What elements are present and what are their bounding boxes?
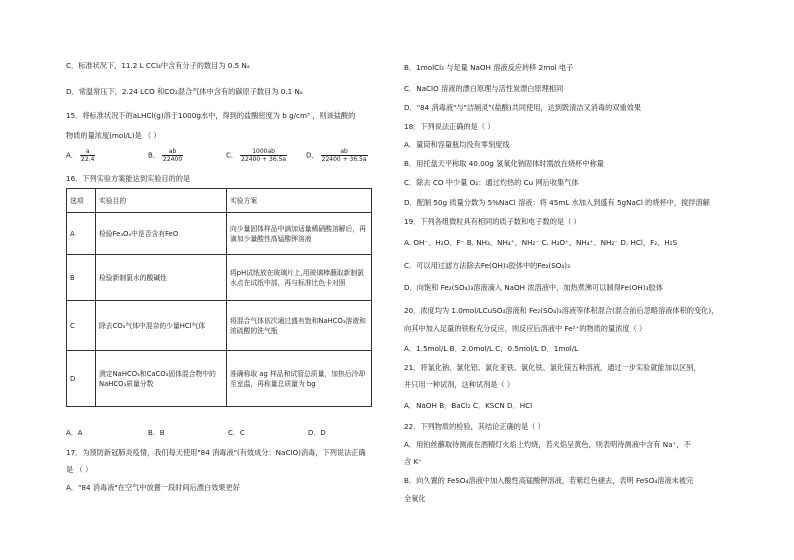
table-cell: A	[67, 213, 96, 255]
q20-options: A．1.5mol/L B．2.0mol/L C．0.5mol/L D．1mol/L	[404, 344, 579, 353]
q15-option-d: D． $\frac{ab}{22400 + 36.5a}$	[306, 148, 367, 163]
q15-stem-cont: 物质的量浓度(mol/L)是 （ ）	[66, 131, 161, 140]
q22-stem: 22．下列物质的检验，其结论正确的是（ ）	[404, 422, 545, 431]
q17-stem: 17．为预防新冠肺炎疫情，我们每天使用"84 消毒液"(有效成分：NaClO)消毒，下列说法正确	[66, 448, 366, 457]
q18-option-a: A．量筒和容量瓶均没有零刻度线	[404, 140, 510, 149]
table-cell: 将pH试纸放在玻璃片上,用玻璃棒蘸取新制氯水点在试纸中部，再与标准比色卡对照	[227, 255, 372, 301]
colloid-option-d: D．向饱和 Fe₂(SO₄)₃溶液滴入 NaOH 浓溶液中，加热煮沸可以制得Fe(OH)₃胶体	[404, 283, 663, 292]
q15-option-c: C． $\frac{1000ab}{22400 + 36.5a}$	[226, 148, 287, 163]
q15-option-b: B． $\frac{ab}{22400}$	[148, 148, 183, 163]
q22-option-b: B．向久置的 FeSO₄溶液中加入酸性高锰酸钾溶液，若紫红色褪去，表明 FeSO₄溶液未被完	[404, 476, 694, 485]
q16-option-b: B．B	[148, 429, 165, 437]
filter-option-c: C．可以用过滤方法除去Fe(OH)₃胶体中的Fe₂(SO₄)₃	[404, 261, 570, 270]
q15-option-a: A． $\frac{a}{22.4}$	[66, 148, 95, 163]
q20-stem-cont: 向其中加入足量的铁粉充分反应，则反应后溶液中 Fe²⁺的物质的量浓度（ ）	[404, 324, 647, 333]
table-cell: 测定NaHCO₃和CaCO₃固体混合物中的NaHCO₃质量分数	[96, 351, 227, 407]
table-header: 实验方案	[227, 189, 372, 213]
table-cell: 检验新制氯水的酸碱性	[96, 255, 227, 301]
q21-stem: 21．将氯化钠、氯化铝、氯化亚铁、氯化铁、氯化镁五种溶液，通过一步实验就能加以区别，	[404, 363, 701, 372]
q21-stem-cont: 并只用一种试剂，这种试剂是（ ）	[404, 380, 515, 389]
q15-stem: 15．将标准状况下的aLHCl(g)溶于1000g水中，得到的盐酸密度为 b g/cm³ ，则该盐酸的	[66, 111, 356, 120]
q14-option-d: D．常温常压下，2.24 LCO 和CO₂混合气体中含有的碳原子数目为 0.1 Nₐ	[66, 87, 303, 96]
table-header-row	[67, 189, 372, 213]
q16-option-c: C．C	[228, 429, 245, 437]
table-cell: B	[67, 255, 96, 301]
q16-table	[66, 188, 372, 407]
q18-option-d: D．配制 50g 质量分数为 5%NaCl 溶液：将 45mL 水加入到盛有 5gNaCl 的烧杯中，搅拌溶解	[404, 198, 710, 207]
q16-stem: 16．下列实验方案能达到实验目的的是	[66, 174, 191, 183]
table-row	[67, 213, 372, 255]
table-cell: 将混合气体依次通过盛有饱和NaHCO₃溶液和浓硫酸的洗气瓶	[227, 301, 372, 351]
table-row	[67, 301, 372, 351]
table-row	[67, 351, 372, 407]
q19-options: A. OH⁻、H₂O、F⁻ B. NH₃、NH₄⁺、NH₂⁻ C. H₃O⁺、NH₄⁺、NH₂⁻ D. HCl、F₂、H₂S	[404, 238, 678, 247]
table-cell: 准确称取 ag 样品和试管总质量，加热后冷却至室温，再称量总质量为 bg	[227, 351, 372, 407]
table-cell: D	[67, 351, 96, 407]
table-cell: 除去CO₂气体中混杂的少量HCl气体	[96, 301, 227, 351]
q17-option-c: C．NaClO 溶液的漂白原理与活性炭漂白原理相同	[404, 84, 564, 93]
q22-option-a-cont: 含 K⁺	[404, 457, 422, 466]
table-row	[67, 255, 372, 301]
table-header: 实验目的	[96, 189, 227, 213]
q17-option-b: B．1molCl₂ 与足量 NaOH 溶液反应转移 2mol 电子	[404, 63, 574, 72]
table-header: 选项	[67, 189, 96, 213]
q14-option-c: C．标准状况下，11.2 L CCl₄中含有分子的数目为 0.5 Nₐ	[66, 61, 250, 70]
q17-option-d: D．"84 消毒液"与"洁厕灵"(盐酸)共同使用，达到既清洁又消毒的双重效果	[404, 103, 642, 112]
q16-option-a: A．A	[66, 429, 83, 437]
q22-option-a: A．用铂丝蘸取待测液在酒精灯火焰上灼烧，若火焰呈黄色，则表明待测液中含有 Na⁺，不	[404, 440, 691, 449]
q22-option-b-cont: 全氧化	[404, 494, 426, 503]
table-cell: 检验Fe₃O₄中是否含有FeO	[96, 213, 227, 255]
q20-stem: 20．浓度均为 1.0mol/LCuSO₄溶液和 Fe₂(SO₄)₃溶液等体积混合(混合前后忽略溶液体积的变化)，	[404, 306, 719, 315]
q21-options: A．NaOH B．BaCl₂ C．KSCN D．HCl	[404, 401, 533, 410]
q17-stem-cont: 是 （ ）	[66, 465, 93, 474]
q18-stem: 18．下列说法正确的是（ ）	[404, 122, 495, 131]
table-cell: 向少量固体样品中滴加适量稀硝酸溶解后，再滴加少量酸性高锰酸钾溶液	[227, 213, 372, 255]
q18-option-c: C．除去 CO 中少量 O₂：通过灼热的 Cu 网后收集气体	[404, 178, 579, 187]
q18-option-b: B．用托盘天平称取 40.00g 氢氧化钠固体时需放在烧杯中称量	[404, 159, 604, 168]
table-cell: C	[67, 301, 96, 351]
q16-option-d: D．D	[308, 429, 326, 437]
q19-stem: 19．下列各组微粒具有相同的质子数和电子数的是（ ）	[404, 217, 581, 226]
q17-option-a: A．"84 消毒液"在空气中放置一段时间后漂白效果更好	[66, 483, 240, 492]
